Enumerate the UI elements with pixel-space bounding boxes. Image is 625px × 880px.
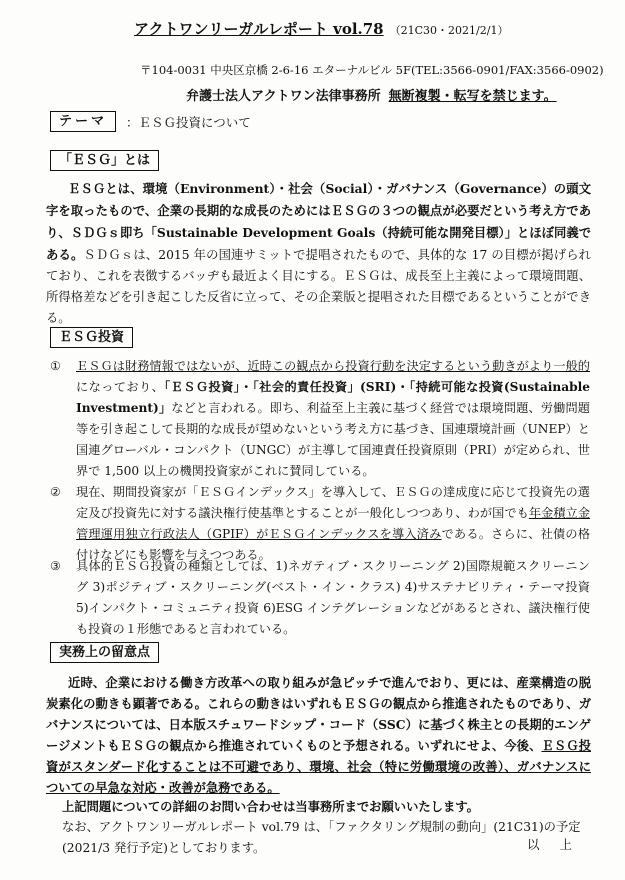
item-text: 具体的ＥＳＧ投資の種類としては、1)ネガティブ・スクリーニング 2)国際規範スクリーニング 3)ポジティブ・スクリーニング(ベスト・イン・クラス) 4)サステナビリティ・テーマ投資 5)インパクト・コミュニティ投資 6)ESG インテグレーションなどがあるとされ、議決権行使も投資の１形態であると言われている。 bbox=[76, 559, 590, 636]
end-mark: 以 上 bbox=[527, 837, 580, 852]
list-item-3 bbox=[50, 556, 590, 640]
firm-address: 〒104-0031 中央区京橋 2-6-16 エターナルビル 5F(TEL:3566-0901/FAX:3566-0902) bbox=[140, 63, 604, 77]
issue-info: （21C30・2021/2/1） bbox=[389, 24, 509, 37]
report-title: アクトワンリーガルレポート vol.78 bbox=[134, 20, 384, 38]
list-item-2 bbox=[50, 482, 590, 566]
closing-inquiry: 上記問題についての詳細のお問い合わせは当事務所までお願いいたします。 bbox=[62, 799, 479, 814]
report-title-line bbox=[134, 18, 604, 39]
item1-underlined: ＥＳＧは財務情報ではないが、近時この観点から投資行動を決定するという動きがより一般的 bbox=[76, 359, 590, 373]
section-heading-esg: 「ＥＳＧ」とは bbox=[50, 150, 159, 171]
firm-name: 弁護士法人アクトワン法律事務所 bbox=[186, 89, 381, 104]
practical-paragraph bbox=[46, 672, 591, 798]
item-text bbox=[76, 356, 590, 482]
section-esg-paragraph bbox=[46, 178, 591, 329]
practical-underlined: ＥＳＧ投資がスタンダード化することは不可避であり、環境、社会（特に労働環境の改善）、ガバナンスについての早急な対応・改善が急務である。 bbox=[46, 738, 591, 795]
esg-definition-bold: ＥＳＧとは、環境（Environment）・社会（Social）・ガバナンス（Governance）の頭文字を取ったもので、企業の長期的な成長のためにはＥＳＧの３つの観点が必要だという考え方であり、ＳＤＧｓ即ち「Sustainable Development Goals（持続可能な開発目標）」とほぼ同義である。 bbox=[46, 181, 591, 262]
section-heading-practical: 実務上の留意点 bbox=[50, 642, 159, 663]
esg-definition-rest: ＳＤＧｓは、2015 年の国連サミットで提唱されたもので、具体的な 17 の目標が掲げられており、これを表徴するバッヂも最近よく目にする。ＥＳＧは、成長至上主義によって環境問題、所得格差などを引き起こした反省に立って、その企業版と提唱された目標であるということができる。 bbox=[46, 248, 591, 325]
closing-next-issue: なお、アクトワンリーガルレポート vol.79 は、「ファクタリング規制の動向」(21C31)の予定(2021/3 発行予定)としております。 bbox=[62, 820, 581, 855]
firm-line bbox=[186, 85, 557, 104]
list-item-1 bbox=[50, 356, 590, 482]
item2-text-b: である。さらに、社債の格付けなどにも影響を与えつつある。 bbox=[76, 527, 591, 562]
item1-text-b: などと言われる。即ち、利益至上主義に基づく経営では環境問題、労働問題等を引き起こして長期的な成長が望めないという考え方に基づき、国連環境計画（UNEP）と国連グローバル・コンパクト（UNGC）が主導して国連責任投資原則（PRI）が定められ、世界で 1,500 以上の機関投資家がこれに賛同している。 bbox=[76, 401, 590, 478]
theme-label-box: テーマ bbox=[50, 111, 116, 132]
theme-text: ：ＥＳＧ投資について bbox=[126, 115, 251, 130]
item-number: ② bbox=[50, 485, 61, 499]
section-heading-esg-investment: ＥＳＧ投資 bbox=[50, 327, 133, 348]
item1-text-a: になっており、 bbox=[76, 380, 165, 394]
copyright-notice: 無断複製・転写を禁じます。 bbox=[388, 89, 557, 104]
item1-bold: 「ＥＳＧ投資」・「社会的責任投資」(SRI)・「持続可能な投資(Sustainable Investment)」 bbox=[76, 380, 591, 415]
item-number: ① bbox=[50, 359, 61, 373]
item-text bbox=[76, 482, 590, 566]
item2-text-a: 現在、期間投資家が「ＥＳＧインデックス」を導入して、ＥＳＧの達成度に応じて投資先の選定及び投資先に対する議決権行使基準とすることが一般化しつつあり、わが国でも bbox=[76, 485, 590, 520]
practical-text: 近時、企業における働き方改革への取り組みが急ピッチで進んでおり、更には、産業構造の脱炭素化の動きも顕著である。これらの動きはいずれもＥＳＧの観点から推進されたものであり、ガバナンスについては、日本版スチュワードシップ・コード（SSC）に基づく株主との長期的エンゲージメントもＥＳＧの観点から推進されていくものと予想される。いずれにせよ、今後、 bbox=[46, 675, 591, 753]
item2-underlined: 年金積立金管理運用独立行政法人（GPIF）がＥＳＧインデックスを導入済み bbox=[76, 506, 591, 541]
item-number: ③ bbox=[50, 559, 61, 573]
